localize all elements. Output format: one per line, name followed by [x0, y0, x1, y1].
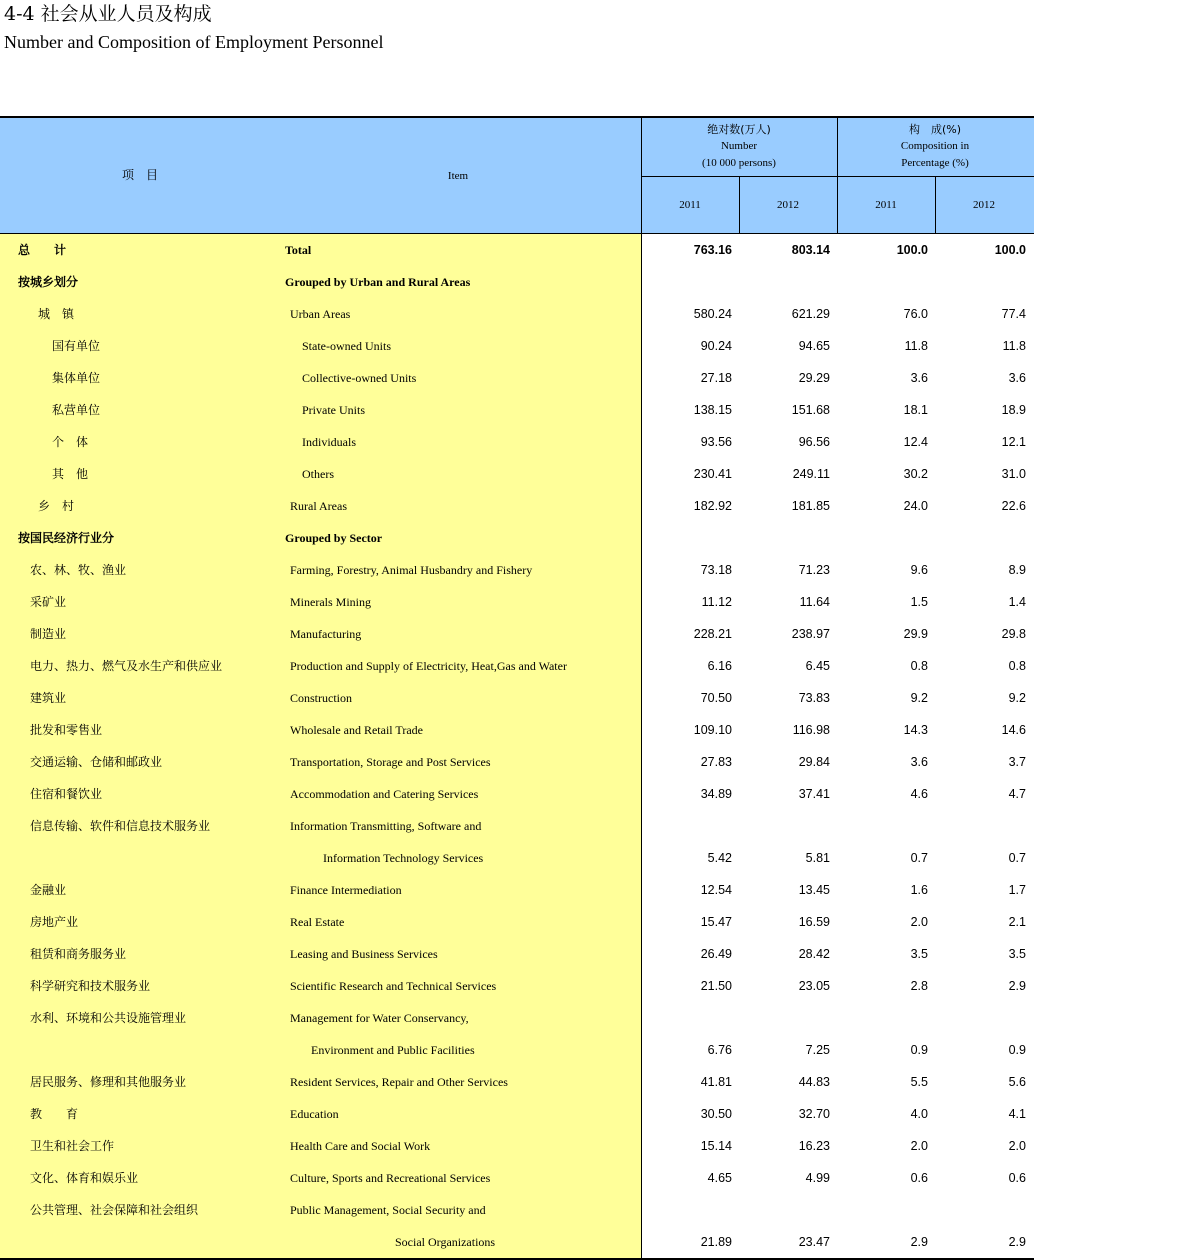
row-label-en: Information Transmitting, Software and: [290, 819, 482, 833]
table-row: [0, 778, 1034, 810]
cell-number-2012: 44.83: [798, 1075, 830, 1089]
row-label-en: Wholesale and Retail Trade: [290, 723, 423, 737]
cell-composition-2012: 22.6: [1001, 499, 1026, 513]
row-label-en: Transportation, Storage and Post Services: [290, 755, 491, 769]
cell-number-2012: 6.45: [805, 659, 830, 673]
cell-composition-2011: 3.6: [910, 371, 928, 385]
row-label-cn: 农、林、牧、渔业: [30, 563, 127, 577]
row-label-en: Private Units: [302, 403, 365, 417]
table-row: [0, 1194, 1034, 1226]
cell-composition-2011: 0.7: [910, 851, 928, 865]
table-row: [0, 522, 1034, 554]
row-label-en: State-owned Units: [302, 339, 391, 353]
cell-composition-2012: 12.1: [1001, 435, 1026, 449]
cell-number-2011: 11.12: [701, 595, 732, 609]
cell-composition-2012: 31.0: [1001, 467, 1026, 481]
cell-composition-2012: 3.7: [1008, 755, 1026, 769]
cell-composition-2012: 77.4: [1001, 307, 1026, 321]
row-label-en: Urban Areas: [290, 307, 351, 321]
cell-number-2012: 28.42: [798, 947, 830, 961]
table-row: [0, 362, 1034, 394]
table-row: [0, 234, 1034, 266]
row-label-en: Rural Areas: [290, 499, 347, 513]
row-label-cn: 批发和零售业: [30, 723, 103, 737]
row-label-en: Resident Services, Repair and Other Services: [290, 1075, 508, 1089]
cell-composition-2012: 4.7: [1008, 787, 1026, 801]
row-label-en: Others: [302, 467, 334, 481]
cell-composition-2011: 30.2: [903, 467, 928, 481]
table-row: [0, 1002, 1034, 1034]
cell-composition-2012: 14.6: [1001, 723, 1026, 737]
cell-composition-2012: 100.0: [994, 243, 1026, 257]
table-row: [0, 1098, 1034, 1130]
row-label-cn: 水利、环境和公共设施管理业: [30, 1011, 187, 1025]
table-header: [0, 116, 1034, 234]
table-title-chinese: 4-4 社会从业人员及构成: [4, 3, 212, 25]
cell-composition-2011: 0.6: [910, 1171, 928, 1185]
row-label-en: Collective-owned Units: [302, 371, 417, 385]
cell-number-2012: 16.59: [798, 915, 830, 929]
cell-number-2011: 15.47: [700, 915, 732, 929]
row-label-en: Production and Supply of Electricity, Heat,Gas and Water: [290, 659, 567, 673]
cell-composition-2011: 11.8: [904, 339, 928, 353]
cell-composition-2012: 0.8: [1008, 659, 1026, 673]
row-label-en: Finance Intermediation: [290, 883, 402, 897]
cell-composition-2012: 0.7: [1008, 851, 1026, 865]
table-row: [0, 1066, 1034, 1098]
cell-composition-2011: 2.0: [910, 1139, 928, 1153]
cell-composition-2012: 2.1: [1008, 915, 1026, 929]
table-row: [0, 1162, 1034, 1194]
row-label-cn: 国有单位: [52, 339, 101, 353]
cell-number-2011: 182.92: [693, 499, 732, 513]
cell-number-2011: 12.54: [700, 883, 732, 897]
cell-composition-2012: 29.8: [1001, 627, 1026, 641]
row-label-cn: 电力、热力、燃气及水生产和供应业: [30, 659, 223, 673]
cell-composition-2012: 2.9: [1008, 979, 1026, 993]
cell-composition-2011: 0.9: [910, 1043, 928, 1057]
row-label-cn: 居民服务、修理和其他服务业: [30, 1075, 187, 1089]
row-label-cn: 信息传输、软件和信息技术服务业: [30, 819, 211, 833]
row-label-cn: 房地产业: [30, 915, 79, 929]
cell-number-2012: 94.65: [798, 339, 830, 353]
cell-composition-2011: 9.2: [910, 691, 928, 705]
row-label-cn: 集体单位: [52, 371, 101, 385]
cell-number-2011: 27.83: [700, 755, 732, 769]
table-row: [0, 394, 1034, 426]
header-item-cn: 项 目: [121, 168, 158, 182]
table-row: [0, 1130, 1034, 1162]
cell-number-2011: 109.10: [693, 723, 732, 737]
row-label-cn: 个 体: [52, 435, 89, 449]
cell-composition-2011: 5.5: [910, 1075, 928, 1089]
cell-composition-2012: 1.7: [1008, 883, 1026, 897]
cell-number-2011: 21.89: [700, 1235, 732, 1249]
cell-composition-2011: 24.0: [903, 499, 928, 513]
row-label-cn: 按国民经济行业分: [18, 531, 115, 545]
cell-number-2011: 90.24: [700, 339, 732, 353]
row-label-en: Environment and Public Facilities: [311, 1043, 475, 1057]
header-year-number-2012: 2012: [777, 199, 799, 211]
row-label-cn: 其 他: [52, 467, 89, 481]
cell-number-2011: 228.21: [693, 627, 732, 641]
row-label-cn: 总 计: [18, 243, 67, 257]
cell-number-2011: 70.50: [700, 691, 732, 705]
cell-number-2012: 29.29: [798, 371, 830, 385]
table-row: [0, 970, 1034, 1002]
table-row: [0, 298, 1034, 330]
table-row: [0, 490, 1034, 522]
row-label-en: Individuals: [302, 435, 356, 449]
row-label-cn: 文化、体育和娱乐业: [30, 1171, 139, 1185]
table-body: [0, 234, 1034, 1260]
cell-number-2011: 34.89: [700, 787, 732, 801]
cell-composition-2011: 29.9: [903, 627, 928, 641]
cell-number-2011: 27.18: [700, 371, 732, 385]
row-label-en: Grouped by Urban and Rural Areas: [285, 275, 471, 289]
cell-number-2012: 116.98: [792, 723, 830, 737]
row-label-cn: 城 镇: [38, 307, 75, 321]
cell-number-2011: 138.15: [693, 403, 732, 417]
cell-composition-2012: 0.6: [1008, 1171, 1026, 1185]
row-label-en: Social Organizations: [395, 1235, 496, 1249]
cell-number-2012: 37.41: [798, 787, 830, 801]
table-row: [0, 746, 1034, 778]
cell-number-2012: 32.70: [798, 1107, 830, 1121]
row-label-cn: 住宿和餐饮业: [30, 787, 103, 801]
cell-number-2012: 23.47: [798, 1235, 830, 1249]
row-label-en: Health Care and Social Work: [290, 1139, 431, 1153]
table-row: [0, 426, 1034, 458]
cell-number-2011: 93.56: [700, 435, 732, 449]
cell-composition-2011: 3.5: [910, 947, 928, 961]
cell-number-2012: 16.23: [798, 1139, 830, 1153]
row-label-cn: 按城乡划分: [18, 275, 79, 289]
row-label-en: Farming, Forestry, Animal Husbandry and Fishery: [290, 563, 533, 577]
cell-number-2012: 181.85: [791, 499, 830, 513]
header-year-number-2011: 2011: [679, 199, 701, 211]
cell-number-2012: 11.64: [799, 595, 830, 609]
table-row: [0, 1226, 1034, 1258]
cell-number-2011: 580.24: [693, 307, 732, 321]
row-label-en: Culture, Sports and Recreational Services: [290, 1171, 491, 1185]
cell-composition-2012: 3.6: [1008, 371, 1026, 385]
cell-composition-2011: 2.0: [910, 915, 928, 929]
table-row: [0, 266, 1034, 298]
cell-composition-2011: 100.0: [896, 243, 928, 257]
row-label-cn: 教 育: [30, 1107, 79, 1121]
header-item-en: Item: [447, 170, 469, 182]
row-label-cn: 私营单位: [52, 403, 101, 417]
cell-number-2011: 6.76: [707, 1043, 732, 1057]
table-row: [0, 938, 1034, 970]
cell-composition-2012: 11.8: [1002, 339, 1026, 353]
row-label-cn: 金融业: [30, 883, 67, 897]
cell-number-2012: 13.45: [798, 883, 830, 897]
table-row: [0, 618, 1034, 650]
table-row: [0, 810, 1034, 842]
header-number-group: 绝对数(万人) Number (10 000 persons): [702, 123, 776, 169]
cell-number-2012: 621.29: [791, 307, 830, 321]
cell-composition-2012: 4.1: [1008, 1107, 1026, 1121]
row-label-cn: 卫生和社会工作: [30, 1139, 115, 1153]
cell-composition-2012: 2.9: [1008, 1235, 1026, 1249]
cell-composition-2011: 0.8: [910, 659, 928, 673]
row-label-cn: 科学研究和技术服务业: [30, 979, 151, 993]
table-row: [0, 842, 1034, 874]
table-title-english: Number and Composition of Employment Personnel: [4, 32, 384, 52]
row-label-en: Management for Water Conservancy,: [290, 1011, 469, 1025]
employment-table: [0, 116, 1034, 1260]
cell-number-2012: 7.25: [805, 1043, 830, 1057]
cell-number-2012: 4.99: [805, 1171, 830, 1185]
cell-composition-2012: 5.6: [1008, 1075, 1026, 1089]
row-label-en: Education: [290, 1107, 339, 1121]
cell-number-2012: 151.68: [791, 403, 830, 417]
row-label-cn: 租赁和商务服务业: [30, 947, 127, 961]
row-label-en: Accommodation and Catering Services: [290, 787, 479, 801]
cell-composition-2011: 12.4: [903, 435, 928, 449]
table-row: [0, 458, 1034, 490]
cell-composition-2012: 18.9: [1001, 403, 1026, 417]
cell-number-2012: 23.05: [798, 979, 830, 993]
cell-number-2012: 238.97: [791, 627, 830, 641]
cell-number-2012: 5.81: [805, 851, 830, 865]
cell-number-2012: 96.56: [798, 435, 830, 449]
cell-composition-2011: 1.5: [910, 595, 928, 609]
cell-number-2012: 73.83: [798, 691, 830, 705]
row-label-en: Public Management, Social Security and: [290, 1203, 486, 1217]
cell-number-2011: 763.16: [693, 243, 732, 257]
cell-number-2011: 21.50: [700, 979, 732, 993]
cell-number-2012: 249.11: [792, 467, 830, 481]
table-row: [0, 554, 1034, 586]
cell-number-2011: 41.81: [700, 1075, 732, 1089]
header-composition-group: 构 成(%) Composition in Percentage (%): [900, 123, 970, 169]
row-label-en: Leasing and Business Services: [290, 947, 438, 961]
header-year-composition-2011: 2011: [875, 199, 897, 211]
cell-composition-2012: 0.9: [1008, 1043, 1026, 1057]
cell-composition-2011: 4.0: [910, 1107, 928, 1121]
row-label-en: Manufacturing: [290, 627, 362, 641]
row-label-cn: 建筑业: [30, 691, 67, 705]
cell-number-2011: 30.50: [700, 1107, 732, 1121]
row-label-en: Minerals Mining: [290, 595, 371, 609]
table-row: [0, 906, 1034, 938]
row-label-cn: 公共管理、社会保障和社会组织: [30, 1203, 199, 1217]
cell-number-2011: 4.65: [707, 1171, 732, 1185]
table-row: [0, 682, 1034, 714]
cell-number-2012: 803.14: [791, 243, 830, 257]
cell-number-2011: 6.16: [707, 659, 732, 673]
cell-composition-2011: 76.0: [903, 307, 928, 321]
row-label-en: Total: [285, 243, 312, 257]
cell-composition-2012: 1.4: [1008, 595, 1026, 609]
cell-number-2011: 73.18: [700, 563, 732, 577]
row-label-en: Real Estate: [290, 915, 345, 929]
cell-composition-2011: 4.6: [910, 787, 928, 801]
cell-composition-2012: 9.2: [1008, 691, 1026, 705]
table-row: [0, 650, 1034, 682]
row-label-cn: 交通运输、仓储和邮政业: [30, 755, 163, 769]
cell-composition-2012: 2.0: [1008, 1139, 1026, 1153]
row-label-en: Scientific Research and Technical Services: [290, 979, 497, 993]
cell-composition-2011: 1.6: [910, 883, 928, 897]
table-row: [0, 714, 1034, 746]
header-year-composition-2012: 2012: [973, 199, 995, 211]
cell-composition-2012: 8.9: [1008, 563, 1026, 577]
cell-composition-2012: 3.5: [1008, 947, 1026, 961]
cell-composition-2011: 18.1: [903, 403, 928, 417]
row-label-cn: 制造业: [30, 627, 67, 641]
row-label-cn: 乡 村: [38, 499, 75, 513]
row-label-cn: 采矿业: [30, 595, 67, 609]
cell-number-2011: 15.14: [700, 1139, 732, 1153]
row-label-en: Construction: [290, 691, 352, 705]
cell-number-2011: 26.49: [700, 947, 732, 961]
cell-number-2011: 230.41: [693, 467, 732, 481]
table-row: [0, 874, 1034, 906]
table-row: [0, 586, 1034, 618]
table-row: [0, 1034, 1034, 1066]
cell-composition-2011: 2.8: [910, 979, 928, 993]
row-label-en: Information Technology Services: [323, 851, 484, 865]
cell-number-2012: 29.84: [798, 755, 830, 769]
cell-composition-2011: 3.6: [910, 755, 928, 769]
row-label-en: Grouped by Sector: [285, 531, 383, 545]
cell-composition-2011: 14.3: [903, 723, 928, 737]
cell-number-2012: 71.23: [798, 563, 830, 577]
cell-composition-2011: 2.9: [910, 1235, 928, 1249]
cell-number-2011: 5.42: [707, 851, 732, 865]
table-row: [0, 330, 1034, 362]
cell-composition-2011: 9.6: [910, 563, 928, 577]
